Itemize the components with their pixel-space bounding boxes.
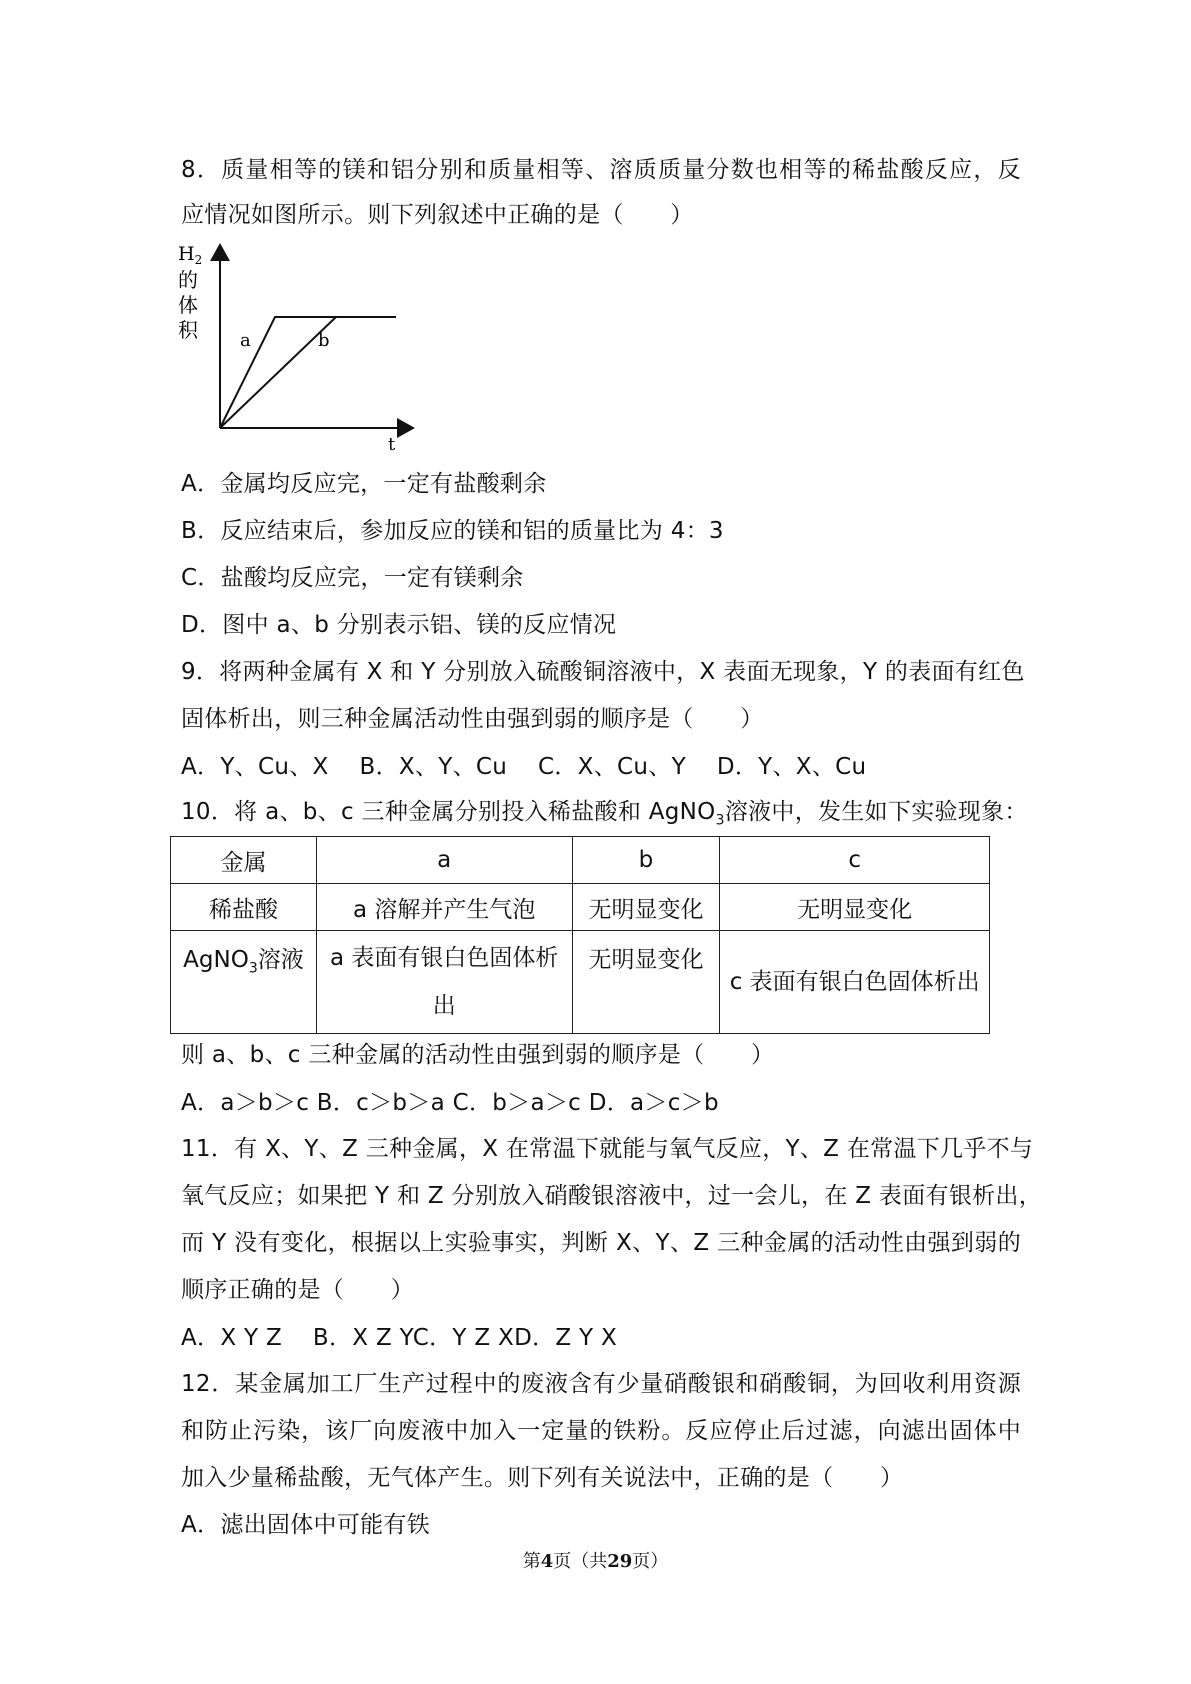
q11-options: A．X Y Z B．X Z YC．Y Z XD．Z Y X — [181, 1325, 618, 1351]
table-cell: 无明显变化 — [572, 884, 720, 931]
table-cell: 稀盐酸 — [171, 884, 317, 931]
q10-options: A．a＞b＞c B．c＞b＞a C．b＞a＞c D．a＞c＞b — [181, 1090, 719, 1116]
total-pages: 29 — [607, 1551, 633, 1572]
q10-experiment-table — [170, 836, 990, 1034]
q11-stem-line2: 氧气反应；如果把 Y 和 Z 分别放入硝酸银溶液中，过一会儿，在 Z 表面有银析出， — [181, 1183, 1043, 1209]
table-row — [171, 884, 990, 931]
table-row — [171, 931, 990, 1034]
y-label-char3: 积 — [178, 318, 198, 342]
table-header-cell: c — [720, 837, 990, 884]
page-footer: 第4页（共29页） — [522, 1551, 669, 1572]
q10-stem-line1: 10．将 a、b、c 三种金属分别投入稀盐酸和 AgNO$_3$溶液中，发生如下实验现象： — [181, 799, 1028, 829]
q9-options: A．Y、Cu、X B．X、Y、Cu C．X、Cu、Y D．Y、X、Cu — [181, 754, 867, 780]
table-header-cell: b — [572, 837, 720, 884]
q12-stem-line3: 加入少量稀盐酸，无气体产生。则下列有关说法中，正确的是（ ） — [181, 1465, 904, 1491]
q11-stem-line4: 顺序正确的是（ ） — [181, 1277, 414, 1303]
table-cell: AgNO$_3$溶液 — [171, 931, 317, 1034]
q8-stem-line2: 应情况如图所示。则下列叙述中正确的是（ ） — [181, 202, 694, 228]
y-label-char2: 体 — [178, 293, 198, 317]
q12-stem-line2: 和防止污染，该厂向废液中加入一定量的铁粉。反应停止后过滤，向滤出固体中 — [181, 1418, 1021, 1444]
q8-stem-line1: 8．质量相等的镁和铝分别和质量相等、溶质质量分数也相等的稀盐酸反应，反 — [181, 157, 1021, 183]
q12-stem-line1: 12．某金属加工厂生产过程中的废液含有少量硝酸银和硝酸铜，为回收利用资源 — [181, 1371, 1021, 1397]
q8-option-d: D．图中 a、b 分别表示铝、镁的反应情况 — [181, 612, 617, 638]
q11-stem-line3: 而 Y 没有变化，根据以上实验事实，判断 X、Y、Z 三种金属的活动性由强到弱的 — [181, 1230, 1021, 1256]
table-cell: 无明显变化 — [572, 931, 720, 1034]
table-cell: 无明显变化 — [720, 884, 990, 931]
table-row — [171, 837, 990, 884]
q11-stem-line1: 11．有 X、Y、Z 三种金属，X 在常温下就能与氧气反应，Y、Z 在常温下几乎不与 — [181, 1136, 1034, 1162]
table-header-cell: 金属 — [171, 837, 317, 884]
table-cell: a 表面有银白色固体析出 — [316, 931, 572, 1034]
table-cell: a 溶解并产生气泡 — [316, 884, 572, 931]
x-label-t: t — [388, 434, 396, 455]
table-cell: c 表面有银白色固体析出 — [720, 931, 990, 1034]
table-header-cell: a — [316, 837, 572, 884]
y-label-char1: 的 — [178, 268, 198, 292]
q12-option-a: A．滤出固体中可能有铁 — [181, 1512, 431, 1538]
q8-reaction-graph — [178, 240, 418, 456]
y-label-h: $H_2$ — [178, 243, 203, 267]
q8-option-a: A．金属均反应完，一定有盐酸剩余 — [181, 471, 547, 497]
q10-stem-line2: 则 a、b、c 三种金属的活动性由强到弱的顺序是（ ） — [181, 1042, 775, 1068]
q8-option-b: B．反应结束后，参加反应的镁和铝的质量比为 4：3 — [181, 518, 724, 544]
q9-stem-line2: 固体析出，则三种金属活动性由强到弱的顺序是（ ） — [181, 706, 764, 732]
label-a: a — [240, 330, 251, 351]
q9-stem-line1: 9．将两种金属有 X 和 Y 分别放入硫酸铜溶液中，X 表面无现象，Y 的表面有红色 — [181, 659, 1025, 685]
label-b: b — [318, 330, 330, 351]
q8-option-c: C．盐酸均反应完，一定有镁剩余 — [181, 565, 524, 591]
current-page-number: 4 — [540, 1551, 554, 1572]
